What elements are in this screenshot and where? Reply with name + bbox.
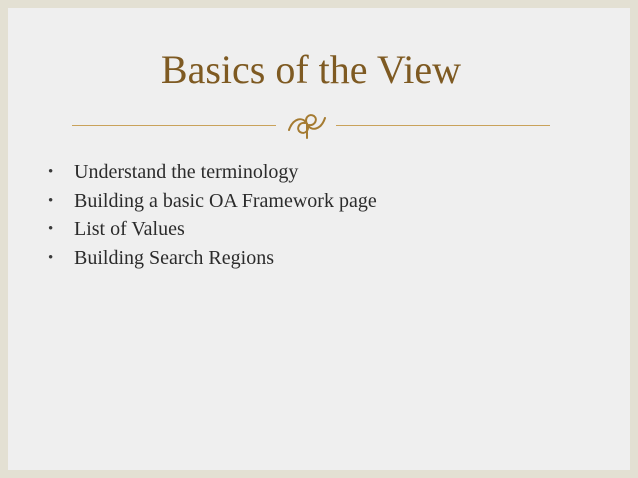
bullet-marker: • <box>48 221 54 237</box>
bullet-item <box>20 158 377 187</box>
bullet-marker: • <box>48 192 54 209</box>
bullet-text: Understand the terminology <box>74 161 299 183</box>
slide-title: Basics of the View <box>160 47 462 92</box>
title-divider-left <box>72 125 276 126</box>
bullet-text: List of Values <box>74 218 185 240</box>
bullet-text: Building Search Regions <box>74 246 274 269</box>
bullet-marker: • <box>48 249 54 266</box>
bullet-list <box>20 158 377 272</box>
bullet-marker: • <box>48 164 54 180</box>
bullet-item <box>20 244 377 273</box>
bullet-item <box>20 187 377 216</box>
bullet-item <box>20 215 377 244</box>
title-divider-right <box>336 125 550 126</box>
decorative-flourish-icon <box>283 108 331 140</box>
bullet-text: Building a basic OA Framework page <box>74 189 377 212</box>
